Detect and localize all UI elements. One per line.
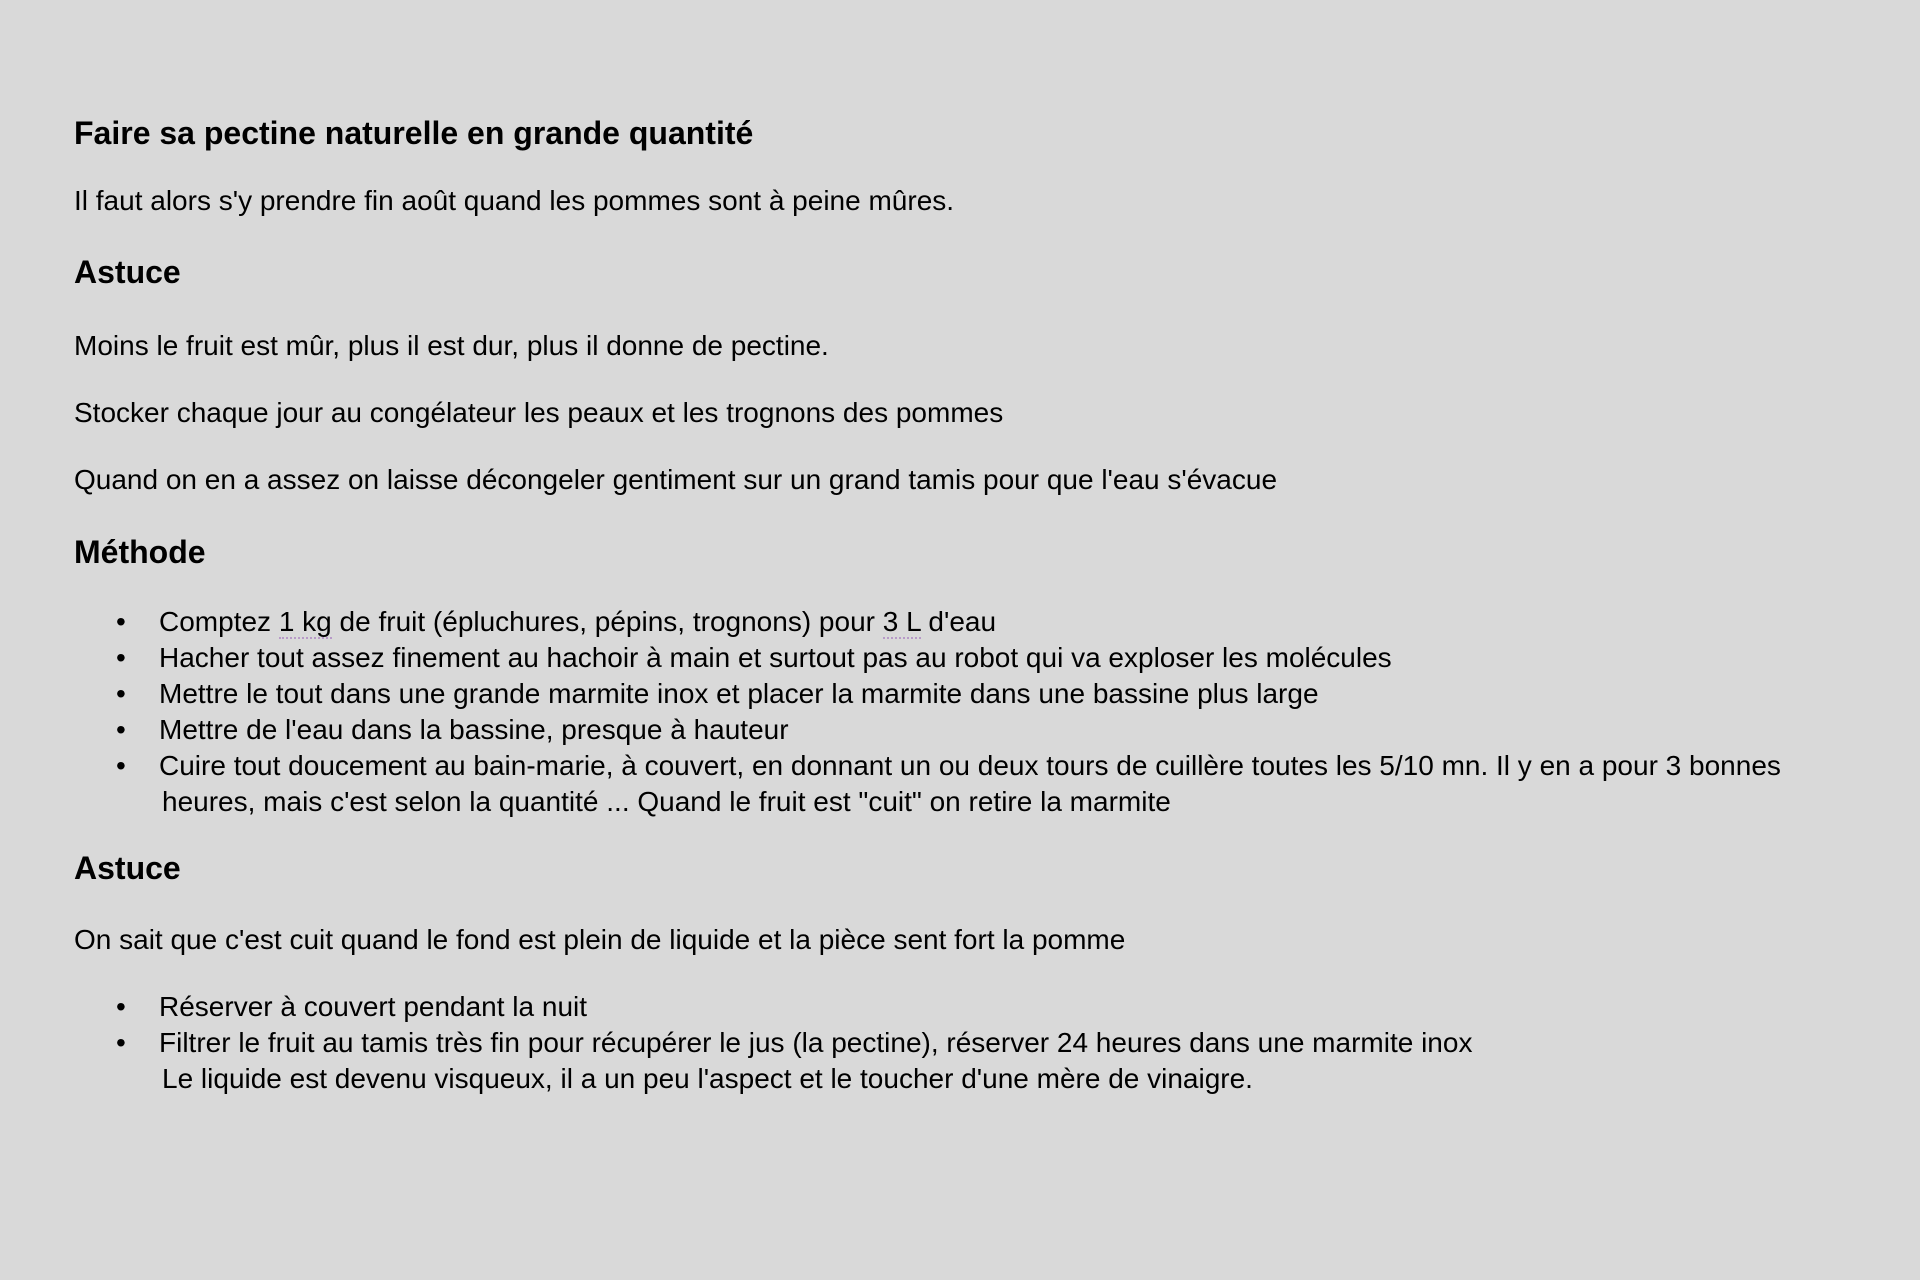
bullet-icon: •: [116, 714, 126, 745]
item-text: Mettre le tout dans une grande marmite inox et placer la marmite dans une bassine plus large: [159, 678, 1319, 709]
bullet-icon: •: [116, 991, 126, 1022]
item-text-continuation: Le liquide est devenu visqueux, il a un peu l'aspect et le toucher d'une mère de vinaigre.: [162, 1063, 1253, 1094]
item-text: de fruit (épluchures, pépins, trognons) pour: [331, 606, 883, 637]
bullet-icon: •: [116, 606, 126, 637]
bullet-icon: •: [116, 1027, 126, 1058]
list-item: [74, 712, 1874, 748]
list-item: [74, 1025, 1874, 1097]
astuce-paragraph-1: Moins le fruit est mûr, plus il est dur, plus il donne de pectine.: [74, 330, 829, 361]
astuce-paragraph-2: Stocker chaque jour au congélateur les peaux et les trognons des pommes: [74, 397, 1004, 428]
item-text: Mettre de l'eau dans la bassine, presque à hauteur: [159, 714, 789, 745]
section-heading-astuce-1: Astuce: [74, 254, 181, 290]
intro-paragraph: Il faut alors s'y prendre fin août quand les pommes sont à peine mûres.: [74, 185, 955, 216]
document-page: [74, 0, 1874, 1280]
item-text: Filtrer le fruit au tamis très fin pour récupérer le jus (la pectine), réserver 24 heures dans une marmite inox: [159, 1027, 1473, 1058]
item-text: d'eau: [920, 606, 997, 637]
astuce-paragraph-4: On sait que c'est cuit quand le fond est plein de liquide et la pièce sent fort la pomme: [74, 924, 1126, 955]
final-list: [74, 989, 1874, 1097]
item-text: Réserver à couvert pendant la nuit: [159, 991, 588, 1022]
list-item: [74, 604, 1874, 640]
list-item: [74, 989, 1874, 1025]
item-text: Comptez: [159, 606, 279, 637]
item-text: Cuire tout doucement au bain-marie, à couvert, en donnant un ou deux tours de cuillère toutes les 5/10 mn. Il y en a pour 3 bonnes: [159, 750, 1781, 781]
quantity-liters: 3 L: [882, 606, 921, 637]
item-text: Hacher tout assez finement au hachoir à main et surtout pas au robot qui va exploser les molécules: [159, 642, 1392, 673]
quantity-kg: 1 kg: [278, 606, 332, 637]
bullet-icon: •: [116, 750, 126, 781]
astuce-paragraph-3: Quand on en a assez on laisse décongeler gentiment sur un grand tamis pour que l'eau s'évacue: [74, 464, 1278, 495]
bullet-icon: •: [116, 678, 126, 709]
bullet-icon: •: [116, 642, 126, 673]
item-text-continuation: heures, mais c'est selon la quantité ... Quand le fruit est "cuit" on retire la marmite: [162, 786, 1171, 817]
section-heading-methode: Méthode: [74, 534, 206, 570]
methode-list: [74, 604, 1874, 820]
list-item: [74, 676, 1874, 712]
document-title: Faire sa pectine naturelle en grande quantité: [74, 115, 754, 151]
list-item: [74, 640, 1874, 676]
list-item: [74, 748, 1874, 820]
section-heading-astuce-2: Astuce: [74, 850, 181, 886]
